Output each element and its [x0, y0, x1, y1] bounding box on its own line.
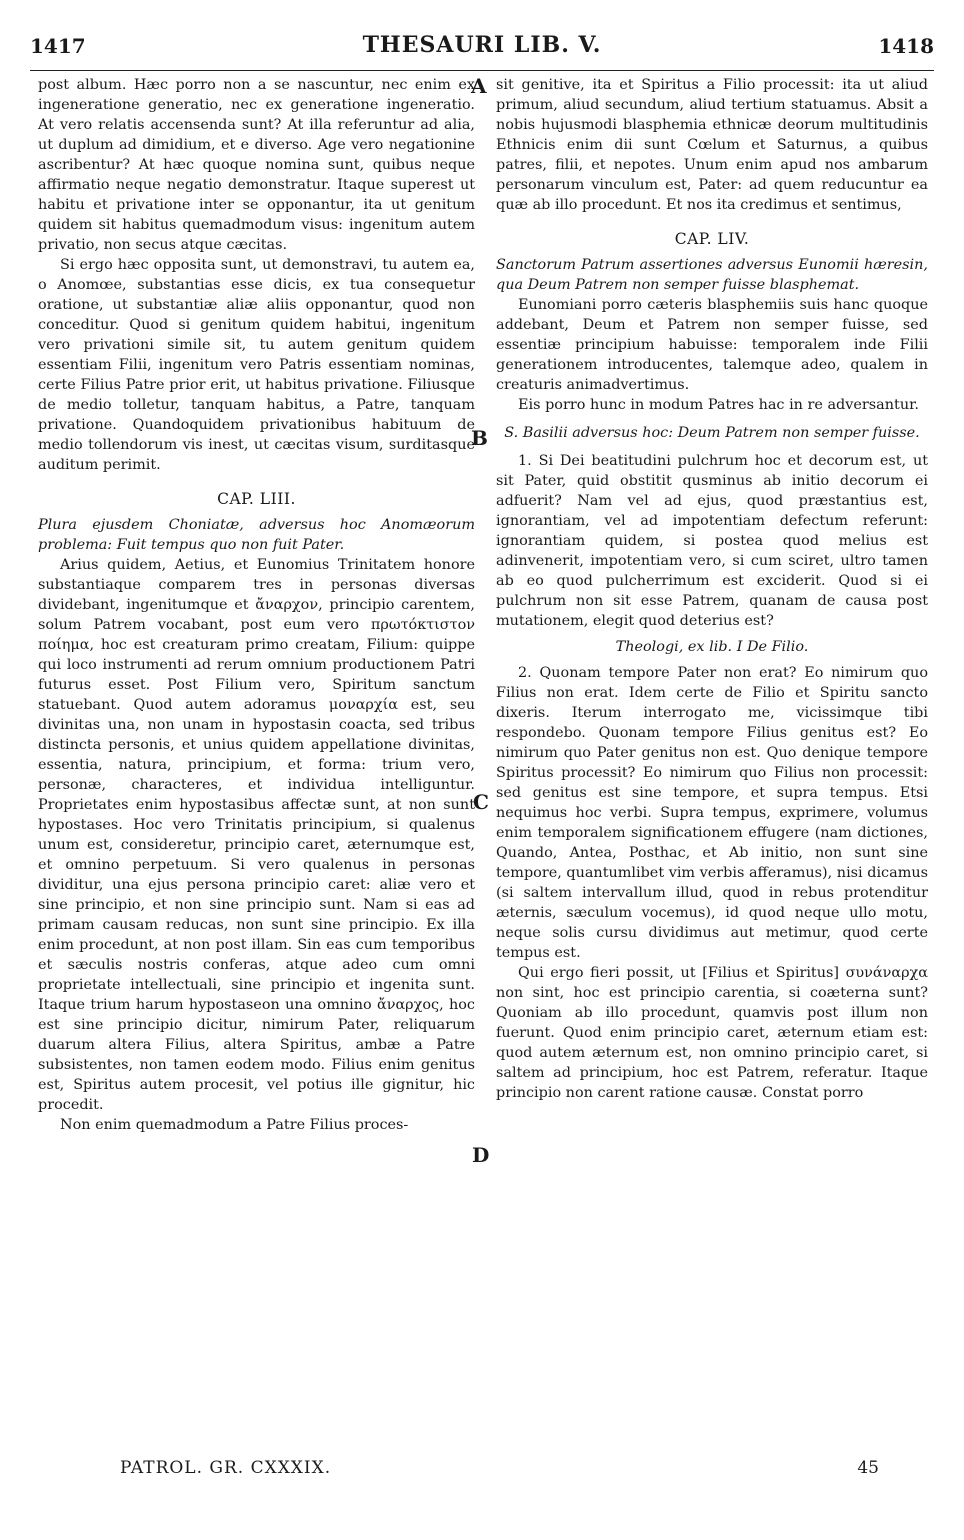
page-number-left: 1417: [30, 34, 86, 58]
left-paragraph-1: post album. Hæc porro non a se nascuntur, nec enim ex ingeneratione generatio, nec ex generatione ingeneratio. At vero relatis accensenda sunt? At illa referuntur ad alia, ut duplum ad dimidium, et e diverso. Age vero negationine ascribentur? At hæc quoque nomina sunt, quibus neque affirmatio neque negatio demonstratur. Itaque superest ut habitu et privatione inter se opponantur, ita ut genitum quidem sit habitus quemadmodum visus: ingenitum autem privatio, non secus atque cæcitas.: [38, 77, 475, 253]
footer-signature: PATROL. GR. CXXXIX.: [120, 1458, 332, 1478]
left-paragraph-2: Si ergo hæc opposita sunt, ut demonstravi, tu autem ea, o Anomœe, substantias esse dicis, ex tua consequetur oratione, ut substantiæ aliæ aliis opponantur, quod non conceditur. Quod si genitum quidem habitui, ingenitum vero privationi simile sit, tu autem genitum quidem essentiam Filii, ingenitum vero Patris essentiam nominas, certe Filius Patre prior erit, ut habitus privatione. Filiusque de medio tolletur, tanquam habitus, a Patre, tanquam privatione. Quandoquidem privationibus habituum de medio tollendorum vis inest, ut cæcitas visum, surditasque auditum perimit.: [38, 257, 475, 473]
right-column: [496, 75, 928, 1103]
subheading-theologi: Theologi, ex lib. I De Filio.: [615, 639, 809, 655]
section-marker-a: A: [471, 74, 487, 98]
running-header: [30, 30, 934, 71]
subheading-basil: S. Basilii adversus hoc: Deum Patrem non semper fuisse.: [504, 425, 920, 441]
page-footer: [30, 1458, 934, 1484]
section-marker-c: C: [473, 790, 489, 814]
left-paragraph-3: Arius quidem, Aetius, et Eunomius Trinitatem honore substantiaque comparem tres in personas diversas dividebant, ingenitumque et ἄναρχον, principio carentem, solum Patrem vocabant, post eum vero πρωτόκτιστον ποίημα, hoc est creaturam primo creatam, Filium: quippe qui loco instrumenti ad rerum omnium productionem Patri futurus esset. Post Filium vero, Spiritum sanctum statuebant. Quod autem adoramus μοναρχία est, seu divinitas una, non unam in hypostasin coacta, sed tribus distincta personis, et unius quidem appellatione divinitas, essentia, natura, principium, et forma: trium vero, personæ, characteres, et individua intelliguntur. Proprietates enim hypostasibus affectæ sunt, at non sunt hypostases. Hoc vero Trinitatis principium, si qualenus unum est, consideretur, principio caret, æternumque est, et omnino perpetuum. Si vero qualenus in personas dividitur, una ejus persona principio caret: aliæ vero et sine principio, et non sine principio sunt. Nam si eas ad primam causam reducas, non sunt sine principio. Ex illa enim procedunt, at non post illam. Sin eas cum temporibus et sæculis nostris conferas, atque adeo cum omni proprietate intellectuali, sine principio et ingenita sunt. Itaque trium harum hypostaseon una omnino ἄναρχος, hoc est sine principio dicitur, nimirum Pater, reliquarum duarum altera Filius, altera Spiritus, ambæ a Patre subsistentes, non tamen eodem modo. Filius enim genitus est, Spiritus autem procesit, vel potius ille gignitur, hic procedit.: [38, 557, 475, 1113]
chapter-rubric-54: Sanctorum Patrum assertiones adversus Eunomii hæresin, qua Deum Patrem non semper fuisse blasphemat.: [496, 257, 928, 293]
page-number-right: 1418: [878, 34, 934, 58]
right-paragraph-3: Eis porro hunc in modum Patres hac in re adversantur.: [518, 397, 919, 413]
right-paragraph-1: sit genitive, ita et Spiritus a Filio processit: ita ut aliud primum, aliud secundum, aliud tertium statuamus. Absit a nobis hujusmodi blasphemia ethnicæ deorum multitudinis Ethnicis enim dii sunt Cœlum et Saturnus, a quibus patres, filii, et nepotes. Unum enim apud nos ambarum personarum vinculum est, Pater: ad quem reducuntur ea quæ ab illo procedunt. Et nos ita credimus et sentimus,: [496, 77, 928, 213]
right-paragraph-6: Qui ergo fieri possit, ut [Filius et Spiritus] συνάναρχα non sint, hoc est principio carentia, si coæterna sunt? Quoniam ab illo procedunt, quamvis post illum non fuerunt. Quod enim principio caret, æternum etiam est: quod autem æternum est, non omnino principio caret, si saltem ad principium, hoc est Patrem, referatur. Itaque principio non carent ratione causæ. Constat porro: [496, 965, 928, 1101]
section-marker-b: B: [471, 426, 488, 450]
chapter-heading-54: CAP. LIV.: [674, 230, 750, 248]
running-title: THESAURI LIB. V.: [362, 32, 602, 58]
right-paragraph-2: Eunomiani porro cæteris blasphemiis suis hanc quoque addebant, Deum et Patrem non semper fuisse, sed essentiæ principium habuisse: temporalem inde Filii generationem introducentes, talemque adeo, qualem in creaturis animadvertimus.: [496, 297, 928, 393]
footer-sheet-number: 45: [857, 1458, 879, 1478]
left-paragraph-4: Non enim quemadmodum a Patre Filius proces-: [60, 1117, 409, 1133]
right-paragraph-5: 2. Quonam tempore Pater non erat? Eo nimirum quo Filius non erat. Idem certe de Filio et Spiritu sancto dixeris. Iterum interrogato me, vicissimque tibi respondebo. Quonam tempore Filius genitus est? Eo nimirum quo Pater genitus non est. Quo denique tempore Spiritus processit? Eo nimirum quo Filius non processit: sed genitus est sine tempore, et supra tempus. Etsi nequimus hoc verbi. Supra tempus, exprimere, volumus enim temporalem significationem effugere (nam dictiones, Quando, Antea, Posthac, et Ab initio, non sunt sine tempore, quantumlibet vim verbis afferamus), nisi dicamus (si saltem intervallum illud, quod in rebus protenditur æternis, sæculum vocemus), id quod neque ullo motu, neque solis cursu dividimus aut metimur, quod certe tempus est.: [496, 665, 928, 961]
left-column: [38, 75, 475, 1135]
section-marker-d: D: [472, 1143, 490, 1167]
chapter-rubric-53: Plura ejusdem Choniatæ, adversus hoc Anomæorum problema: Fuit tempus quo non fuit Pater.: [38, 517, 475, 553]
right-paragraph-4: 1. Si Dei beatitudini pulchrum hoc et decorum est, ut sit Pater, quid obstitit qusminus ab initio decorum ei adfuerit? Nam vel ad ejus, quod præstantius est, ignorantiam, vel ad impotentiam defectum referunt: ignorantiam quidem, si postea quod melius est adinvenerit, impotentiam vero, si cum sciret, ultro tamen ab eo quod pulcherrimum est exciderit. Quod si ei pulchrum non sit esse Patrem, quanam de causa post mutationem, elegit quod deterius est?: [496, 453, 928, 629]
chapter-heading-53: CAP. LIII.: [217, 490, 296, 508]
